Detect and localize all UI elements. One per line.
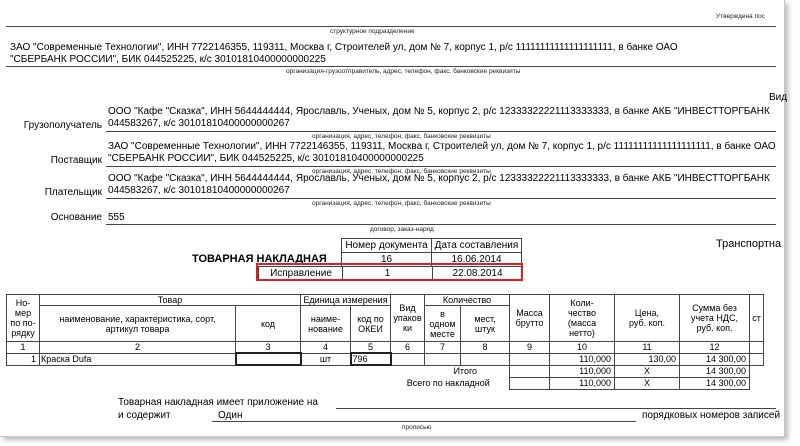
row-no: 1: [7, 353, 40, 365]
doc-date-header: Дата составления: [432, 239, 522, 253]
supplier-line2: "СБЕРБАНК РОССИИ", БИК 044525225, к/с 30101810400000000225: [108, 153, 424, 164]
row-name: Краска Dufa: [40, 353, 236, 365]
num-7: 7: [425, 342, 461, 354]
num-extra: [750, 342, 764, 354]
col-extra: ст: [750, 295, 764, 342]
consignee-line2: 044583267, к/с 30101810400000000267: [108, 118, 290, 129]
total-sum: 14 300,00: [680, 377, 750, 389]
doc-number-value: 16: [342, 253, 432, 267]
num-3: 3: [236, 342, 301, 354]
col-price: Цена, руб. коп.: [615, 295, 680, 342]
supplier-caption: организация, адрес, телефон, факс, банковские реквизиты: [312, 168, 491, 175]
num-9: 9: [510, 342, 550, 354]
transport-label: Транспортна: [716, 238, 782, 250]
num-2: 2: [40, 342, 236, 354]
itogo-net: 110,000: [550, 365, 615, 377]
row-places: [461, 353, 510, 365]
appendix-line1: Товарная накладная имеет приложение на: [118, 397, 318, 408]
num-8: 8: [461, 342, 510, 354]
correction-highlight: [256, 263, 523, 281]
row-price: 130,00: [615, 353, 680, 365]
shipper-caption: организация-грузоотправитель, адрес, телефон, факс, банковские реквизиты: [286, 68, 521, 75]
row-one: [425, 353, 461, 365]
total-label: Всего по накладной: [406, 378, 490, 388]
consignee-caption: организация, адрес, телефон, факс, банковские реквизиты: [312, 133, 491, 140]
num-11: 11: [615, 342, 680, 354]
appendix-value: Один: [218, 410, 243, 421]
supplier-label: Поставщик: [50, 155, 102, 166]
col-net: Коли- чество (масса нетто): [550, 295, 615, 342]
num-10: 10: [550, 342, 615, 354]
row-net: 110,000: [550, 353, 615, 365]
col-goods-name: наименование, характеристика, сорт, артикул товара: [40, 306, 236, 342]
correction-label: Исправление: [258, 266, 343, 281]
basis-value: 555: [108, 212, 125, 223]
payer-line2: 044583267, к/с 30101810400000000267: [108, 185, 290, 196]
payer-caption: организация, адрес, телефон, факс, банковские реквизиты: [312, 200, 491, 207]
structural-caption: структурное подразделение: [330, 28, 415, 35]
num-6: 6: [391, 342, 425, 354]
row-extra: [750, 353, 764, 365]
row-mass: [510, 353, 550, 365]
num-1: 1: [7, 342, 40, 354]
goods-table: [6, 294, 764, 390]
col-no-label: Но- мер по по- рядку: [10, 298, 36, 338]
col-qty-one: в одном месте: [425, 306, 461, 342]
col-goods: Товар: [40, 295, 301, 306]
doc-date-value: 16.06.2014: [432, 253, 522, 267]
doc-title: ТОВАРНАЯ НАКЛАДНАЯ: [192, 253, 327, 265]
row-okei: 796: [351, 353, 391, 365]
col-unit: Единица измерения: [301, 295, 391, 306]
itogo-label: Итого: [453, 366, 478, 377]
doc-number-header: Номер документа: [342, 239, 432, 253]
total-price: X: [615, 377, 680, 389]
vid-label: Вид: [769, 92, 788, 103]
basis-caption: договор, заказ-наряд: [370, 226, 434, 233]
num-5: 5: [351, 342, 391, 354]
total-row: [7, 377, 764, 389]
supplier-line1: ЗАО "Современные Технологии", ИНН 7722146355, 119311, Москва г, Строителей ул, дом № 7, корпус 1, р/с 11111111111111111111, в банке ОАО: [108, 141, 776, 152]
col-unit-name: наиме- нование: [301, 306, 351, 342]
row-pack: [391, 353, 425, 365]
total-net: 110,000: [550, 377, 615, 389]
col-unit-okei: код по ОКЕИ: [351, 306, 391, 342]
row-code: [236, 353, 301, 365]
row-sum: 14 300,00: [680, 353, 750, 365]
payer-label: Плательщик: [44, 187, 102, 198]
basis-label: Основание: [50, 212, 102, 223]
itogo-row: [7, 365, 764, 377]
row-unit: шт: [301, 353, 351, 365]
shipper-line1: ЗАО "Современные Технологии", ИНН 7722146355, 119311, Москва г, Строителей ул, дом № 7, корпус 1, р/с 11111111111111111111, в банке ОАО: [10, 42, 678, 53]
payer-line1: ООО "Кафе "Сказка", ИНН 5644444444, Ярославль, Ученых, дом № 5, корпус 2, р/с 12333322221113333333, в банке АКБ "ИНВЕСТТОРГБАНК: [108, 173, 770, 184]
col-pack: Вид упаков ки: [391, 295, 425, 342]
num-4: 4: [301, 342, 351, 354]
col-qty: Количество: [425, 295, 510, 306]
correction-date: 22.08.2014: [432, 266, 523, 281]
column-numbers-row: [7, 342, 764, 354]
col-goods-code: код: [236, 306, 301, 342]
col-no: [7, 295, 40, 342]
consignee-line1: ООО "Кафе "Сказка", ИНН 5644444444, Ярославль, Ученых, дом № 5, корпус 2, р/с 12333322221113333333, в банке АКБ "ИНВЕСТТОРГБАНК: [108, 106, 770, 117]
approval-note: Утверждена пос: [716, 13, 765, 20]
consignee-label: Грузополучатель: [23, 120, 102, 131]
appendix-caption: прописью: [402, 424, 432, 431]
itogo-price: X: [615, 365, 680, 377]
appendix-records: порядковых номеров записей: [642, 410, 781, 421]
correction-number: 1: [342, 266, 432, 281]
appendix-line2: и содержит: [118, 410, 171, 421]
col-mass: Масса брутто: [510, 295, 550, 342]
table-row: [7, 353, 764, 365]
col-qty-places: мест, штук: [461, 306, 510, 342]
col-sum: Сумма без учета НДС, руб. коп.: [680, 295, 750, 342]
shipper-line2: "СБЕРБАНК РОССИИ", БИК 044525225, к/с 30101810400000000225: [10, 54, 326, 65]
num-12: 12: [680, 342, 750, 354]
itogo-sum: 14 300,00: [680, 365, 750, 377]
